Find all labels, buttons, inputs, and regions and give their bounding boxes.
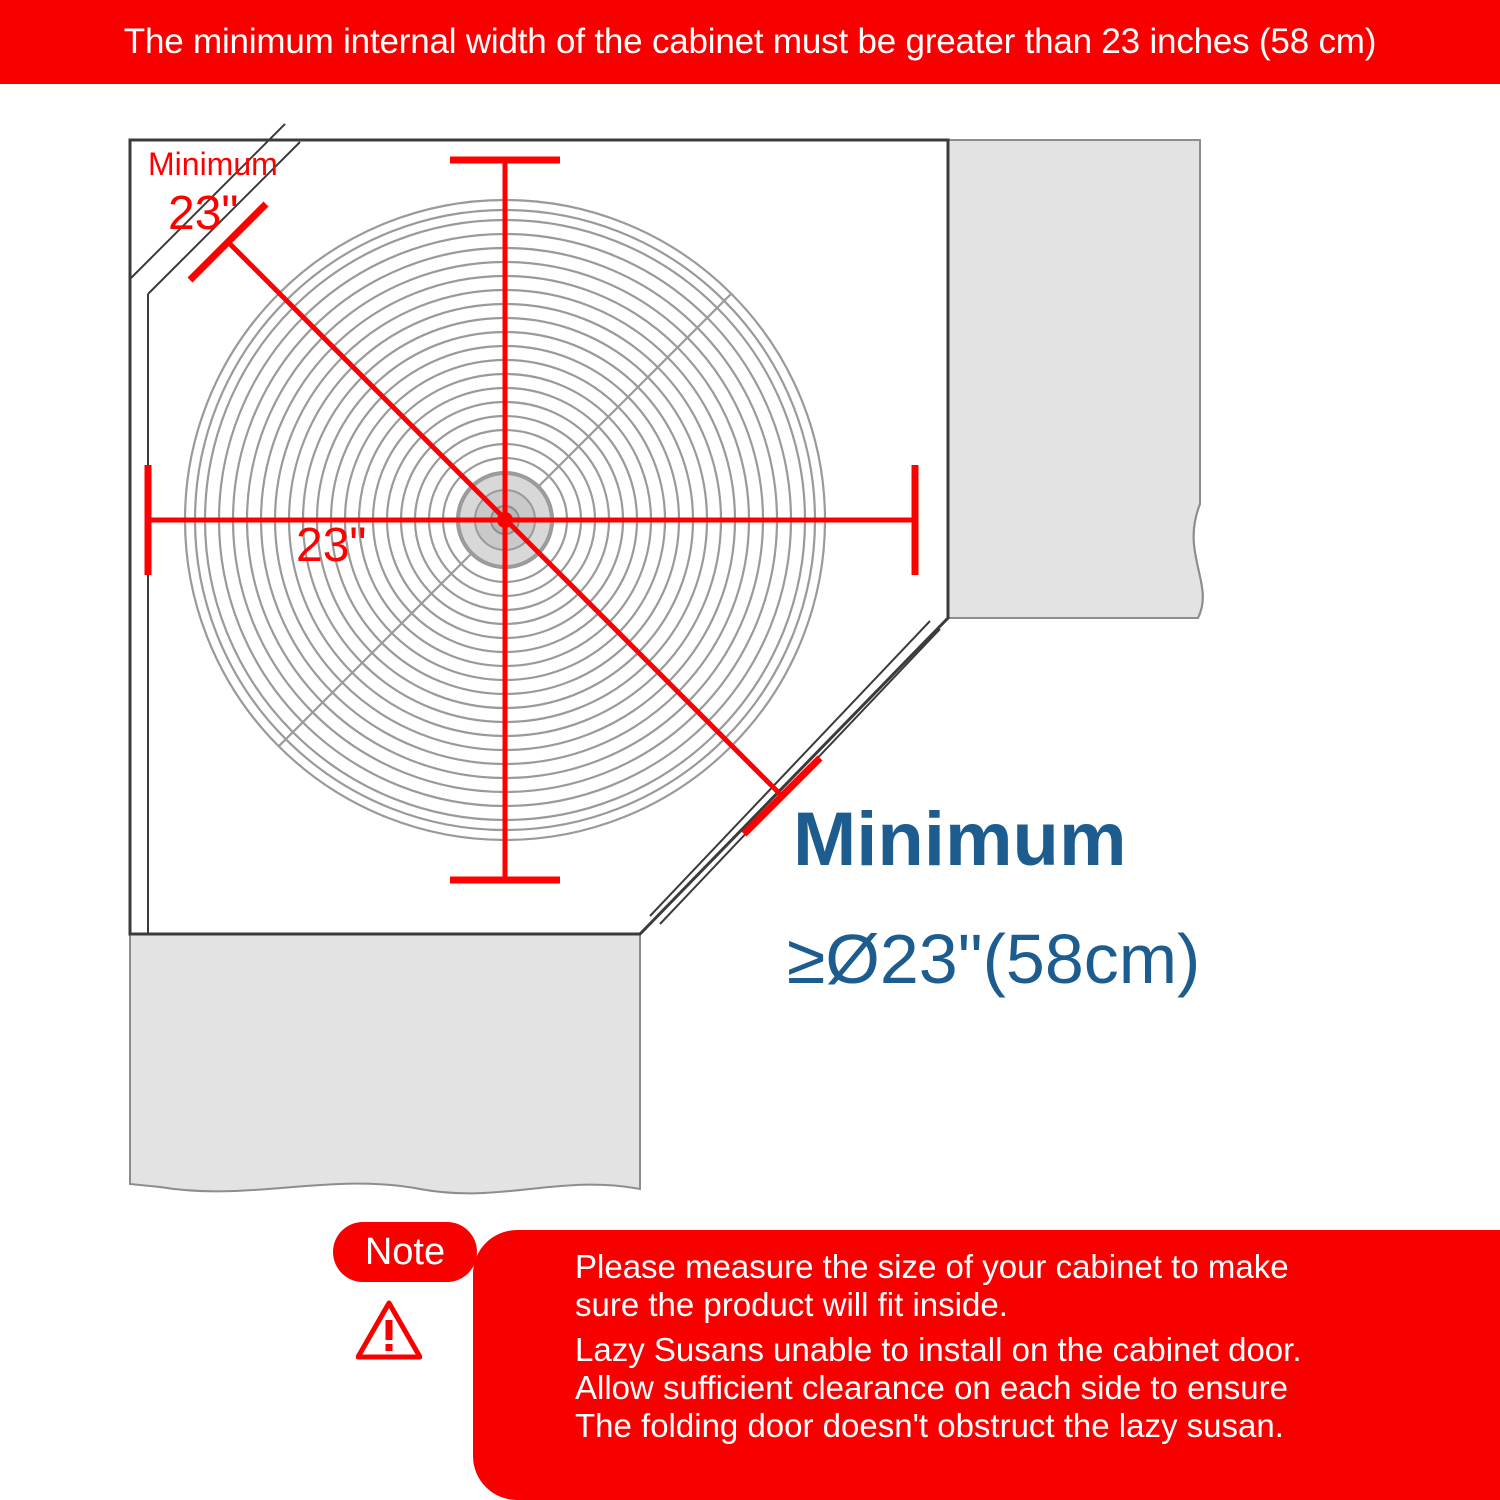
cabinet-diagram-svg	[0, 84, 1500, 1224]
horizontal-dimension-label: 23"	[296, 519, 367, 572]
note-badge-label: Note	[364, 1231, 446, 1273]
cabinet-diagram	[0, 84, 1500, 1224]
minimum-diameter-callout: ≥Ø23"(58cm)	[787, 920, 1201, 998]
minimum-small-label: Minimum	[148, 146, 278, 182]
note-line-5: The folding door doesn't obstruct the lazy susan.	[575, 1407, 1284, 1445]
diagonal-dimension-label: 23"	[168, 187, 239, 240]
bottom-wall-panel	[130, 934, 640, 1193]
note-line-3: Lazy Susans unable to install on the cabinet door.	[575, 1330, 1302, 1368]
note-line-4: Allow sufficient clearance on each side to ensure	[575, 1368, 1288, 1406]
warning-triangle-icon	[356, 1300, 422, 1360]
note-panel	[473, 1230, 1500, 1500]
right-wall-panel	[948, 140, 1203, 618]
note-line-2: sure the product will fit inside.	[575, 1286, 1008, 1324]
note-paragraph-2	[575, 1331, 1474, 1446]
note-line-1: Please measure the size of your cabinet to make	[575, 1248, 1289, 1285]
note-paragraph-1	[575, 1248, 1474, 1325]
top-warning-banner-text: The minimum internal width of the cabinet must be greater than 23 inches (58 cm)	[123, 22, 1377, 61]
minimum-callout-title: Minimum	[793, 797, 1127, 882]
top-warning-banner	[0, 0, 1500, 84]
note-badge	[333, 1222, 477, 1282]
